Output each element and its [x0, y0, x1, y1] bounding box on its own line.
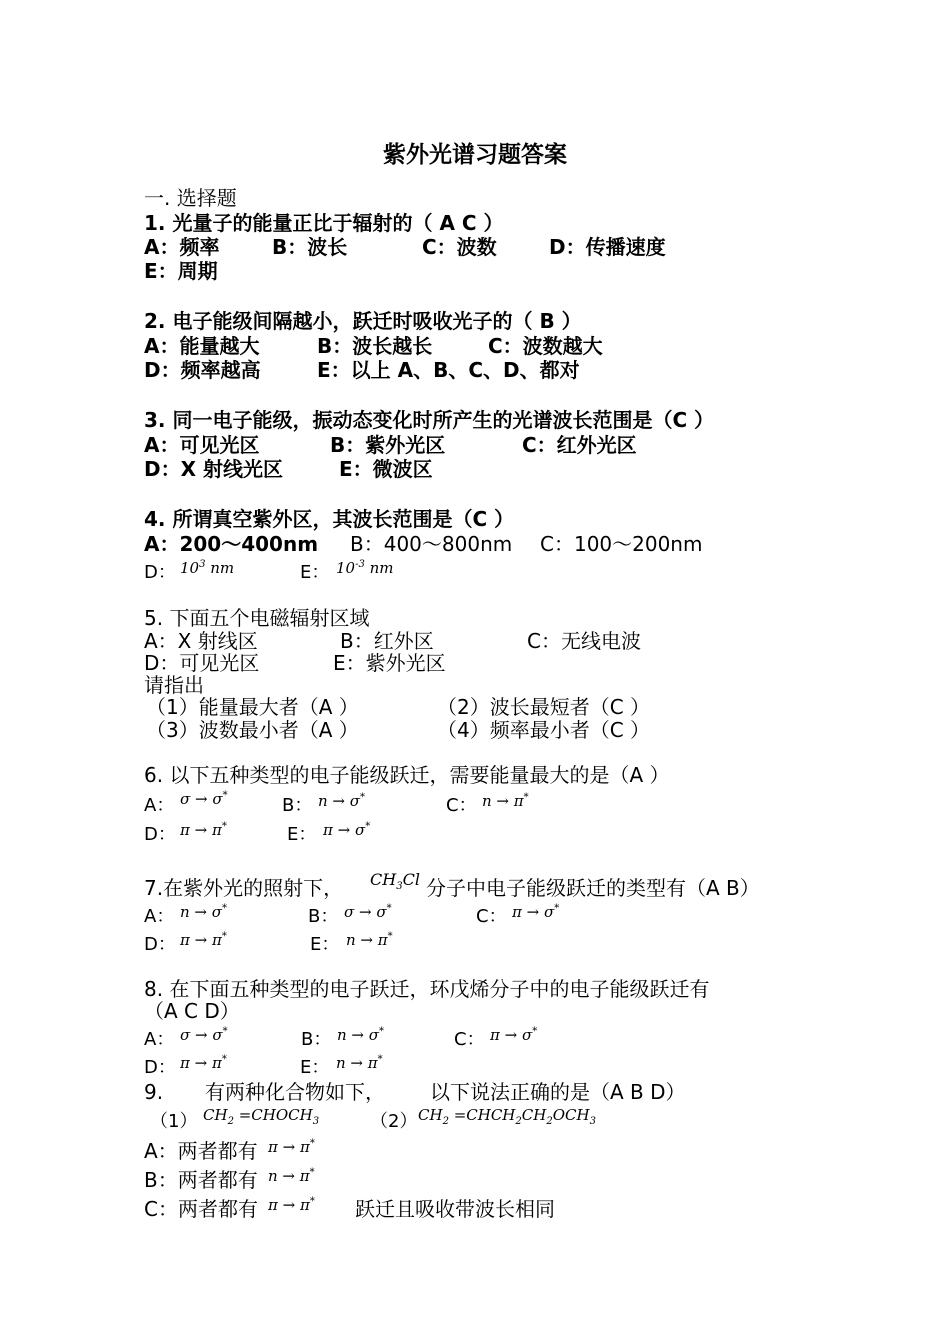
- q7-option-e-formula: n → π*: [346, 931, 393, 949]
- q5-ask: 请指出: [144, 673, 204, 697]
- q5-option-b: B：红外区: [340, 629, 434, 653]
- q3-stem: 3. 同一电子能级，振动态变化时所产生的光谱波长范围是（C ）: [144, 408, 715, 432]
- q7-option-d-label: D：: [144, 934, 176, 955]
- q8-option-e-label: E：: [300, 1057, 330, 1078]
- q6-option-a-label: A：: [144, 795, 175, 816]
- q9-number: 9.: [144, 1080, 164, 1104]
- q7-stem-prefix: 7.在紫外光的照射下，: [144, 876, 344, 900]
- q6-option-b-label: B：: [282, 795, 313, 816]
- q2-option-b: B：波长越长: [317, 334, 433, 358]
- q1-option-c: C：波数: [422, 235, 497, 259]
- q6-option-e-label: E：: [287, 824, 317, 845]
- q8-option-b-formula: n → σ*: [337, 1026, 385, 1044]
- q7-option-c-formula: π → σ*: [512, 903, 560, 921]
- q7-option-a-label: A：: [144, 906, 175, 927]
- q4-option-b: B：400～800nm: [350, 532, 513, 556]
- q7-option-b-formula: σ → σ*: [344, 903, 392, 921]
- q1-option-a: A：频率: [144, 235, 220, 259]
- q6-option-b-formula: n → σ*: [318, 792, 366, 810]
- q7-option-e-label: E：: [310, 934, 340, 955]
- q6-option-d-label: D：: [144, 824, 176, 845]
- q4-option-d-label: D：: [144, 562, 176, 583]
- q8-stem-line2: （A C D）: [144, 999, 240, 1023]
- q8-option-d-label: D：: [144, 1057, 176, 1078]
- q5-stem: 5. 下面五个电磁辐射区域: [144, 606, 370, 630]
- q6-option-a-formula: σ → σ*: [180, 790, 228, 808]
- q7-stem-formula: $CH_3Cl$: [370, 870, 420, 893]
- q7-option-c-label: C：: [476, 906, 507, 927]
- q4-option-c: C：100～200nm: [540, 532, 703, 556]
- q8-option-a-label: A：: [144, 1029, 175, 1050]
- q3-option-c: C：红外光区: [522, 433, 637, 457]
- q8-option-d-formula: π → π*: [180, 1054, 227, 1072]
- q8-stem-line1: 8. 在下面五种类型的电子跃迁，环戊烯分子中的电子能级跃迁有: [144, 977, 710, 1001]
- q9-compound-2-formula: $CH_2$ $=CHCH_2CH_2OCH_3$: [418, 1106, 596, 1127]
- q6-option-d-formula: π → π*: [180, 821, 227, 839]
- q5-part-2: （2）波长最短者（C ）: [437, 695, 651, 719]
- q2-option-e: E：以上 A、B、C、D、都对: [317, 358, 580, 382]
- q6-stem: 6. 以下五种类型的电子能级跃迁，需要能量最大的是（A ）: [144, 763, 670, 787]
- q7-option-b-label: B：: [308, 906, 339, 927]
- q5-option-c: C：无线电波: [527, 629, 641, 653]
- q5-option-e: E：紫外光区: [333, 651, 446, 675]
- q5-part-1: （1）能量最大者（A ）: [146, 695, 359, 719]
- q9-option-c-formula: π → π*: [268, 1196, 315, 1214]
- q3-option-e: E：微波区: [339, 457, 433, 481]
- q3-option-b: B：紫外光区: [330, 433, 446, 457]
- q8-option-b-label: B：: [301, 1029, 332, 1050]
- q7-option-d-formula: π → π*: [180, 931, 227, 949]
- q5-part-3: （3）波数最小者（A ）: [146, 718, 359, 742]
- q9-option-a-formula: π → π*: [268, 1138, 315, 1156]
- q9-compound-1-formula: $CH_2$ $=CHOCH_3$: [203, 1106, 320, 1127]
- q4-option-a: A：200～400nm: [144, 532, 319, 556]
- q9-stem-end: 以下说法正确的是（A B D）: [430, 1080, 686, 1104]
- q3-option-a: A：可见光区: [144, 433, 260, 457]
- q1-option-e: E：周期: [144, 259, 218, 283]
- q9-option-c-label: C：两者都有: [144, 1197, 258, 1221]
- q8-option-c-label: C：: [454, 1029, 485, 1050]
- q9-compound-1-label: （1）: [150, 1111, 198, 1132]
- q4-option-d-formula: $10^3$ nm: [180, 559, 235, 577]
- q9-stem-middle: 有两种化合物如下，: [205, 1080, 385, 1104]
- page-title: 紫外光谱习题答案: [383, 142, 567, 168]
- q8-option-a-formula: σ → σ*: [180, 1026, 228, 1044]
- q6-option-c-label: C：: [446, 795, 477, 816]
- q2-option-a: A：能量越大: [144, 334, 260, 358]
- q9-option-c-tail: 跃迁且吸收带波长相同: [355, 1197, 555, 1221]
- q1-option-b: B：波长: [272, 235, 348, 259]
- q4-stem: 4. 所谓真空紫外区，其波长范围是（C ）: [144, 507, 515, 531]
- q5-option-d: D：可见光区: [144, 651, 260, 675]
- q6-option-e-formula: π → σ*: [323, 821, 371, 839]
- q3-option-d: D：X 射线光区: [144, 457, 283, 481]
- q1-stem: 1. 光量子的能量正比于辐射的（ A C ）: [144, 211, 504, 235]
- q7-option-a-formula: n → σ*: [180, 903, 228, 921]
- section-heading: 一. 选择题: [144, 186, 237, 210]
- q9-option-b-label: B：两者都有: [144, 1168, 258, 1192]
- q9-option-a-label: A：两者都有: [144, 1139, 258, 1163]
- q4-option-e-formula: $10^{-3}$ nm: [336, 559, 394, 577]
- q9-option-b-formula: n → π*: [268, 1167, 315, 1185]
- q8-option-e-formula: n → π*: [336, 1054, 383, 1072]
- q2-option-d: D：频率越高: [144, 358, 261, 382]
- q8-option-c-formula: π → σ*: [490, 1026, 538, 1044]
- q6-option-c-formula: n → π*: [482, 792, 529, 810]
- q1-option-d: D：传播速度: [549, 235, 666, 259]
- q9-compound-2-label: （2）: [370, 1111, 418, 1132]
- q5-part-4: （4）频率最小者（C ）: [437, 718, 651, 742]
- q4-option-e-label: E：: [300, 562, 330, 583]
- q5-option-a: A：X 射线区: [144, 629, 258, 653]
- q7-stem-suffix: 分子中电子能级跃迁的类型有（A B）: [426, 876, 760, 900]
- q2-option-c: C：波数越大: [488, 334, 603, 358]
- q2-stem: 2. 电子能级间隔越小，跃迁时吸收光子的（ B ）: [144, 309, 582, 333]
